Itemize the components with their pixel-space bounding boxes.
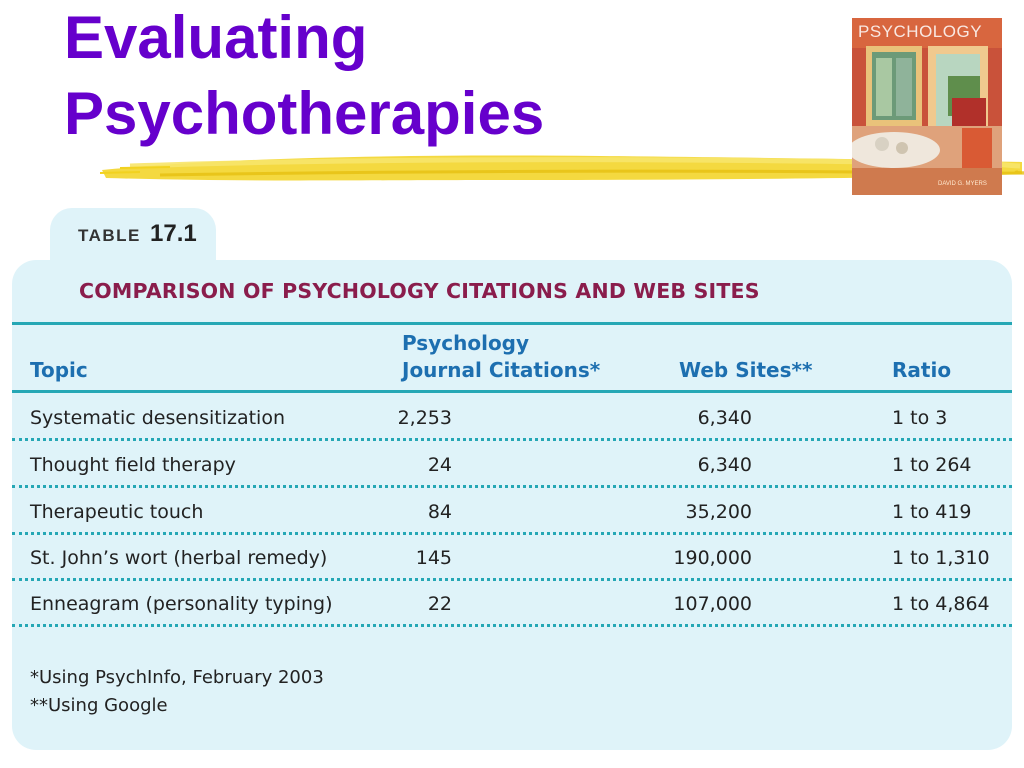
row-1-citations: 2,253 [397,407,452,429]
row-5-web-sites: 107,000 [673,593,752,615]
row-4-ratio: 1 to 1,310 [892,547,990,569]
slide-title [64,0,544,152]
footnote-citations: *Using PsychInfo, February 2003 [30,667,324,688]
table-label-word: TABLE [78,226,141,245]
slide-title-line2: Psychotherapies [64,80,545,147]
footnote-web-sites: **Using Google [30,695,168,716]
book-cover-image [852,18,1002,195]
header-ratio: Ratio [892,358,952,382]
row-1-web-sites: 6,340 [697,407,752,429]
row-3-ratio: 1 to 419 [892,501,972,523]
table-panel [12,260,1012,750]
row-4-citations: 145 [415,547,452,569]
table-label-number: 17.1 [150,220,197,247]
row-3-topic: Therapeutic touch [30,501,204,523]
table-caption: COMPARISON OF PSYCHOLOGY CITATIONS AND WEB SITES [79,279,760,303]
book-cover-painting [852,18,1002,195]
row-5-citations: 22 [427,593,452,615]
header-bottom-rule [12,390,1012,393]
row-2-citations: 24 [427,454,452,476]
table-top-rule [12,322,1012,325]
header-citations-line2: Journal Citations* [402,358,601,382]
row-divider [12,485,1012,488]
book-cover-title: PSYCHOLOGY [858,22,983,41]
row-2-ratio: 1 to 264 [892,454,972,476]
row-5-topic: Enneagram (personality typing) [30,593,333,615]
header-topic: Topic [30,358,88,382]
row-5-ratio: 1 to 4,864 [892,593,990,615]
row-3-web-sites: 35,200 [685,501,752,523]
row-2-topic: Thought field therapy [30,454,236,476]
row-divider [12,532,1012,535]
row-2-web-sites: 6,340 [697,454,752,476]
row-4-topic: St. John’s wort (herbal remedy) [30,547,328,569]
header-web-sites: Web Sites** [679,358,813,382]
table-bottom-rule [12,624,1012,627]
row-1-ratio: 1 to 3 [892,407,948,429]
slide-title-line1: Evaluating [64,4,368,71]
row-4-web-sites: 190,000 [673,547,752,569]
row-divider [12,438,1012,441]
row-3-citations: 84 [427,501,452,523]
row-1-topic: Systematic desensitization [30,407,286,429]
row-divider [12,578,1012,581]
header-citations-line1: Psychology [402,331,530,355]
book-cover-author: DAVID G. MYERS [938,181,987,187]
